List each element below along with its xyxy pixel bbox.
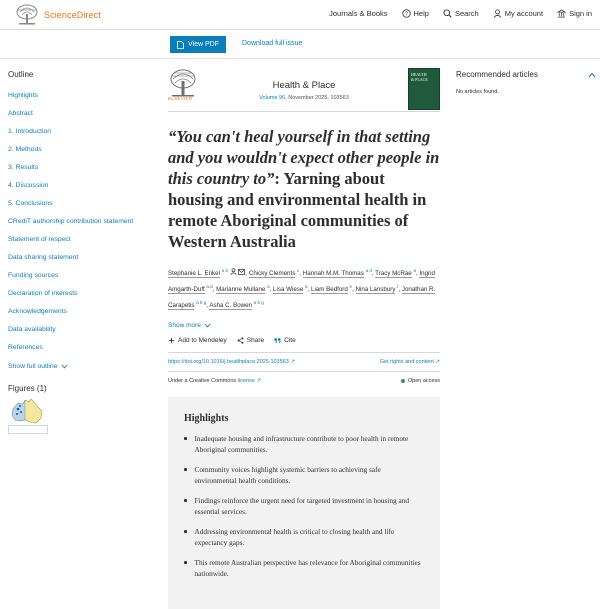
author-name[interactable]: Tracy McRae bbox=[375, 270, 412, 278]
nav-sign-in[interactable] bbox=[557, 9, 592, 18]
journal-volume-info bbox=[168, 95, 440, 101]
help-icon bbox=[402, 9, 411, 18]
volume-date: , November 2025, 103563 bbox=[285, 95, 349, 101]
highlight-text: Addressing environmental health is critical to closing health and life expectancy gaps. bbox=[194, 527, 395, 548]
download-full-issue-link[interactable]: Download full issue bbox=[242, 40, 303, 47]
bullet-icon bbox=[184, 561, 187, 564]
nav-help[interactable] bbox=[402, 9, 429, 18]
highlight-text: Community voices highlight systemic barriers to achieving safe environmental health conditions. bbox=[194, 465, 381, 486]
license-row bbox=[168, 371, 440, 384]
outline-heading: Outline bbox=[8, 70, 34, 79]
nav-label: Search bbox=[454, 9, 479, 18]
show-full-outline-button[interactable] bbox=[8, 363, 158, 370]
outline-item-data-sharing[interactable]: Data sharing statement bbox=[8, 254, 79, 261]
nav-journals-books[interactable] bbox=[329, 9, 387, 18]
share-icon bbox=[237, 337, 244, 344]
highlights-section bbox=[168, 397, 440, 609]
doi-row bbox=[168, 352, 440, 365]
author-name[interactable]: Liam Bedford bbox=[311, 286, 348, 294]
journal-header bbox=[168, 66, 440, 112]
site-header bbox=[0, 0, 600, 30]
nav-search[interactable] bbox=[443, 9, 479, 18]
doi-link[interactable]: https://doi.org/10.1016/j.healthplace.2025.103563 ↗ bbox=[168, 359, 295, 366]
bullet-icon bbox=[184, 499, 187, 502]
author-affiliation[interactable]: a b g bbox=[196, 300, 207, 306]
share-button[interactable] bbox=[237, 337, 264, 344]
author-affiliation[interactable]: a d bbox=[365, 268, 372, 273]
bullet-icon bbox=[184, 468, 187, 471]
article-toolbar bbox=[0, 30, 600, 59]
chevron-up-icon[interactable] bbox=[588, 72, 596, 78]
journal-cover-image[interactable] bbox=[408, 68, 440, 110]
nav-label: Journals & Books bbox=[329, 9, 388, 18]
recommended-heading: Recommended articles bbox=[456, 70, 538, 79]
figure-thumbnail[interactable] bbox=[8, 425, 48, 434]
cover-title-line-2: & PLACE bbox=[411, 77, 428, 82]
outline-list bbox=[8, 91, 158, 361]
outline-item-methods[interactable]: 2. Methods bbox=[8, 146, 42, 153]
outline-item-credit[interactable]: CRediT authorship contribution statement bbox=[8, 218, 134, 225]
outline-item-data-availability[interactable]: Data availability bbox=[8, 326, 56, 333]
license-link[interactable]: license ↗ bbox=[237, 378, 261, 385]
author-name[interactable]: Nina Lansbury bbox=[355, 286, 396, 294]
list-item bbox=[184, 557, 424, 579]
australia-map-thumbnail bbox=[9, 393, 47, 431]
pdf-file-icon bbox=[177, 41, 184, 49]
cover-title bbox=[411, 72, 428, 82]
author-name[interactable]: Marianne Mullane bbox=[216, 286, 266, 294]
article-title-quote: “You can't heal yourself in that setting and you wouldn't expect other people in this country to” bbox=[168, 127, 440, 188]
nav-label: Sign in bbox=[569, 9, 592, 18]
outline-item-abstract[interactable]: Abstract bbox=[8, 110, 33, 117]
author-name[interactable]: Ingrid Amgarth-Duff bbox=[168, 270, 435, 294]
person-icon bbox=[230, 268, 237, 275]
author-name[interactable]: Lisa Wiese bbox=[273, 286, 304, 294]
cover-title-line-1: HEALTH bbox=[411, 72, 427, 77]
bullet-icon bbox=[184, 530, 187, 533]
outline-item-declaration[interactable]: Declaration of interests bbox=[8, 290, 78, 297]
volume-link[interactable]: Volume 96 bbox=[259, 95, 286, 101]
figures-heading: Figures (1) bbox=[8, 384, 47, 393]
article-title bbox=[168, 126, 440, 252]
chevron-down-icon bbox=[61, 364, 68, 369]
author-name[interactable]: Jonathan R. Carapetis bbox=[168, 286, 436, 310]
outline-item-references[interactable]: References bbox=[8, 344, 43, 351]
highlights-heading: Highlights bbox=[184, 413, 229, 425]
list-item bbox=[184, 495, 424, 517]
author-affiliation[interactable]: a bbox=[267, 284, 270, 290]
list-item bbox=[184, 464, 424, 486]
share-label: Share bbox=[246, 337, 265, 345]
brand-name: ScienceDirect bbox=[44, 10, 101, 20]
outline-item-introduction[interactable]: 1. Introduction bbox=[8, 128, 52, 135]
nav-my-account[interactable] bbox=[493, 9, 543, 18]
list-item bbox=[184, 433, 424, 455]
author-affiliation[interactable]: a d bbox=[206, 284, 213, 290]
author-list: Stephanie L. Enkel $^{a b}$ , Chicky Clements $^c$, Hannah M.M. Thomas $^{a d}$, Tracy McRae $^a$, Ingrid Amgarth-Duff $^{a d}$, Marianne Mullane $^a$, Lisa Wiese $^a$, Liam Bedford $^e$, Nina Lansbury $^f$, Jonathan R. Carapetis $^{a b g}$, Asha C. Bowen $^{a b g}$ bbox=[168, 268, 436, 310]
publisher-name: ELSEVIER bbox=[168, 96, 193, 101]
get-rights-link[interactable]: Get rights and content ↗ bbox=[379, 359, 440, 366]
list-item bbox=[184, 526, 424, 548]
author-name[interactable]: Hannah M.M. Thomas bbox=[302, 270, 364, 278]
recommended-header[interactable] bbox=[456, 70, 596, 79]
open-access-dot-icon bbox=[401, 379, 405, 383]
show-full-outline-label: Show full outline bbox=[8, 363, 58, 370]
article-title-rest: : Yarning about housing and environmental health in remote Aboriginal communities of Western Australia bbox=[168, 169, 427, 251]
outline-item-conclusions[interactable]: 5. Conclusions bbox=[8, 200, 53, 207]
show-more-label: Show more bbox=[168, 322, 201, 330]
add-to-mendeley-label: Add to Mendeley bbox=[178, 337, 227, 345]
nav-label: Help bbox=[413, 9, 429, 18]
view-pdf-button[interactable] bbox=[170, 36, 226, 53]
author-name[interactable]: Asha C. Bowen bbox=[209, 302, 252, 310]
author-affiliation[interactable]: f bbox=[397, 284, 399, 290]
quote-icon bbox=[274, 337, 281, 344]
author-affiliation[interactable]: a bbox=[305, 284, 308, 290]
search-icon bbox=[443, 9, 452, 18]
bullet-icon bbox=[184, 437, 187, 440]
highlight-text: Inadequate housing and infrastructure contribute to poor health in remote Aboriginal communities. bbox=[194, 434, 409, 455]
highlight-text: Findings reinforce the urgent need for targeted investment in housing and essential services. bbox=[194, 496, 410, 517]
add-to-mendeley-button[interactable] bbox=[168, 337, 227, 344]
outline-item-discussion[interactable]: 4. Discussion bbox=[8, 182, 49, 189]
author-name[interactable]: Chicky Clements bbox=[248, 270, 296, 278]
cite-button[interactable] bbox=[274, 337, 296, 344]
email-icon[interactable] bbox=[238, 269, 245, 275]
top-nav bbox=[315, 9, 592, 18]
author-name[interactable]: Stephanie L. Enkel bbox=[168, 270, 220, 278]
recommended-empty-message: No articles found. bbox=[456, 89, 499, 95]
outline-item-funding[interactable]: Funding sources bbox=[8, 272, 59, 279]
journal-title-link[interactable]: Health & Place bbox=[272, 80, 336, 91]
view-pdf-label: View PDF bbox=[188, 41, 219, 48]
show-more-button[interactable] bbox=[168, 322, 440, 329]
plus-icon bbox=[168, 337, 175, 344]
outline-item-results[interactable]: 3. Results bbox=[8, 164, 39, 171]
open-access-label: Open access bbox=[407, 378, 440, 385]
outline-item-acknowledgements[interactable]: Acknowledgements bbox=[8, 308, 67, 315]
author-affiliation[interactable]: a bbox=[413, 268, 416, 273]
highlight-text: This remote Australian perspective has relevance for Aboriginal communities nationwide. bbox=[194, 558, 421, 579]
author-affiliation[interactable]: c bbox=[297, 268, 300, 273]
article-main bbox=[168, 66, 440, 609]
outline-sidebar bbox=[8, 70, 158, 433]
outline-item-statement-of-respect[interactable]: Statement of respect bbox=[8, 236, 71, 243]
recommended-sidebar bbox=[456, 70, 596, 95]
elsevier-tree-icon bbox=[14, 4, 40, 26]
article-actions bbox=[168, 337, 440, 344]
cite-label: Cite bbox=[284, 337, 296, 345]
author-affiliation[interactable]: a b g bbox=[253, 300, 264, 306]
author-affiliation[interactable]: e bbox=[349, 284, 353, 290]
author-affiliation[interactable]: a b bbox=[221, 268, 228, 273]
chevron-down-icon bbox=[204, 323, 211, 328]
nav-label: My account bbox=[504, 9, 544, 18]
sciencedirect-logo[interactable] bbox=[14, 4, 101, 26]
license-text bbox=[168, 378, 261, 384]
institution-icon bbox=[557, 9, 566, 18]
open-access-badge bbox=[401, 378, 440, 384]
license-prefix: Under a Creative Commons bbox=[168, 378, 238, 385]
user-icon bbox=[493, 9, 502, 18]
svg-text:?: ? bbox=[404, 11, 408, 18]
outline-item-highlights[interactable]: Highlights bbox=[8, 92, 38, 99]
